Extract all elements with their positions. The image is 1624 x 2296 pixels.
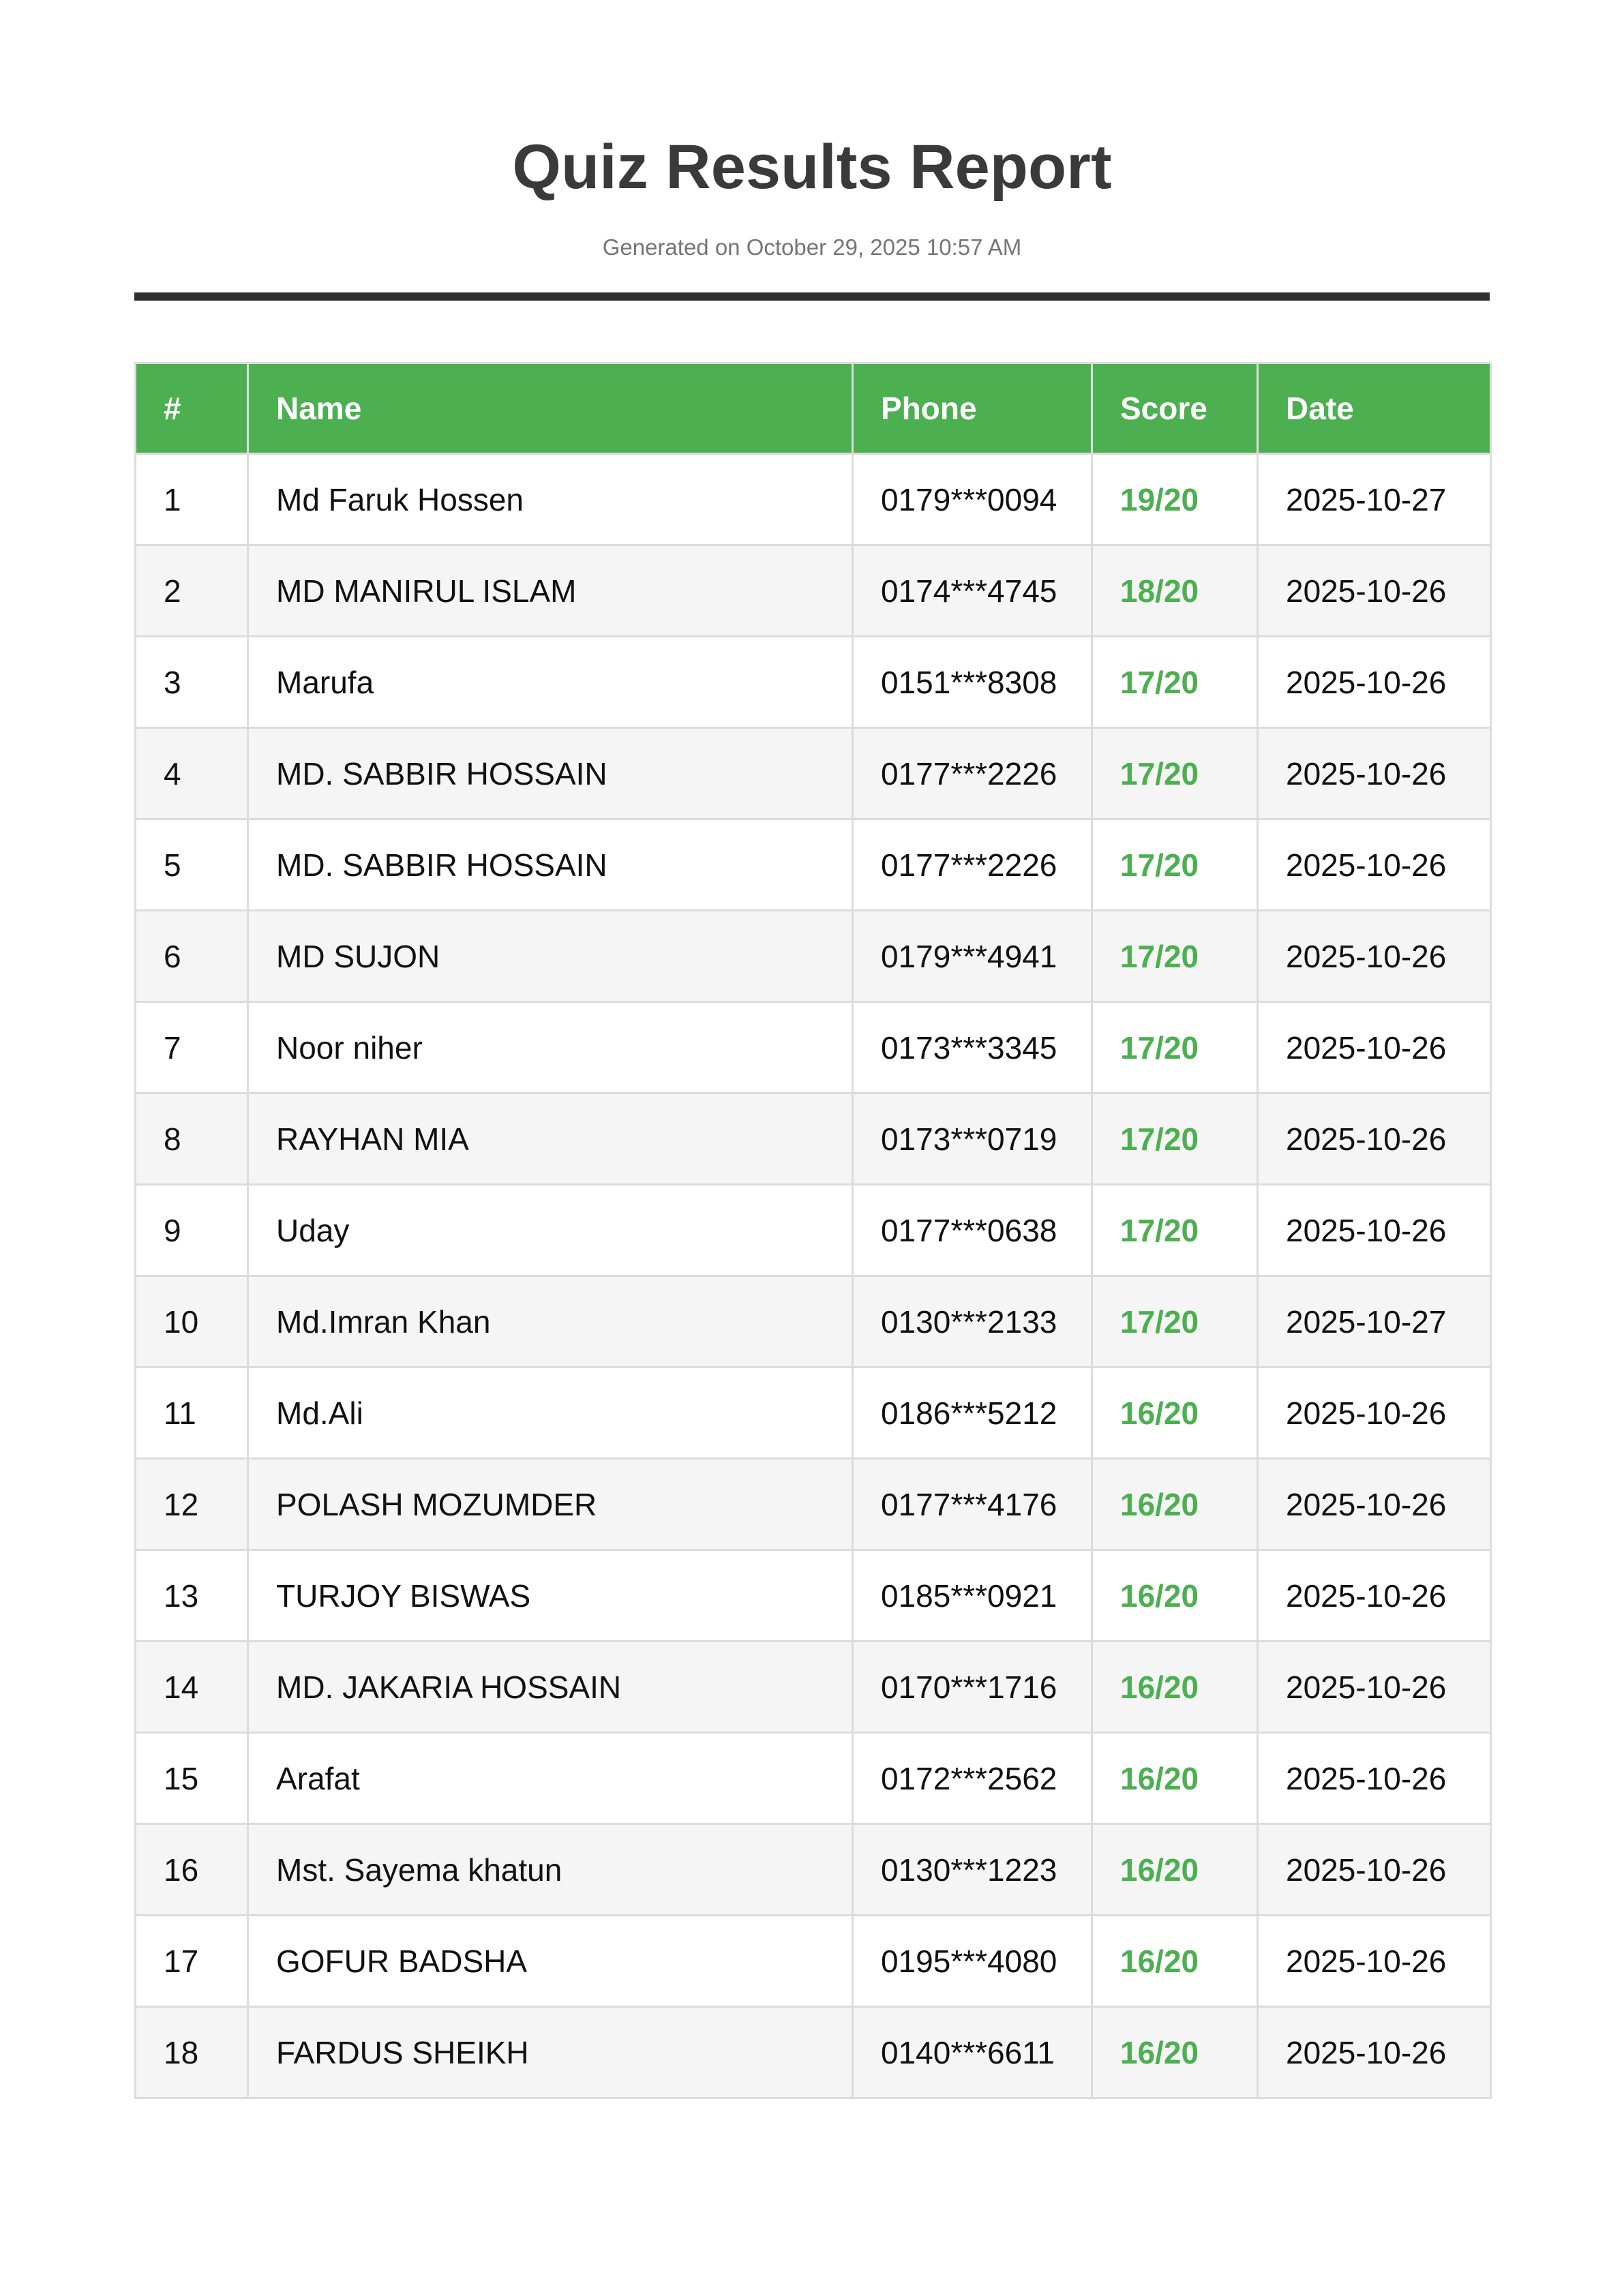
report-page	[134, 133, 1490, 2099]
cell-phone: 0195***4080	[853, 1916, 1092, 2007]
cell-num: 11	[136, 1368, 248, 1459]
cell-name: Uday	[248, 1185, 853, 1276]
cell-score: 17/20	[1092, 1093, 1258, 1185]
table-row	[136, 1642, 1491, 1733]
title-divider	[134, 292, 1490, 301]
cell-name: Arafat	[248, 1733, 853, 1824]
table-row	[136, 1459, 1491, 1550]
cell-date: 2025-10-26	[1258, 1824, 1491, 1916]
table-row	[136, 1824, 1491, 1916]
table-row	[136, 1185, 1491, 1276]
cell-num: 8	[136, 1093, 248, 1185]
table-row	[136, 1916, 1491, 2007]
cell-score: 17/20	[1092, 911, 1258, 1002]
table-row	[136, 454, 1491, 545]
cell-phone: 0130***2133	[853, 1276, 1092, 1368]
cell-num: 16	[136, 1824, 248, 1916]
col-header-score: Score	[1092, 363, 1258, 454]
cell-phone: 0140***6611	[853, 2007, 1092, 2098]
cell-phone: 0177***0638	[853, 1185, 1092, 1276]
cell-name: MD. JAKARIA HOSSAIN	[248, 1642, 853, 1733]
cell-name: GOFUR BADSHA	[248, 1916, 853, 2007]
table-row	[136, 1368, 1491, 1459]
cell-phone: 0151***8308	[853, 637, 1092, 728]
cell-score: 16/20	[1092, 1733, 1258, 1824]
cell-num: 15	[136, 1733, 248, 1824]
cell-phone: 0173***3345	[853, 1002, 1092, 1093]
cell-score: 16/20	[1092, 1916, 1258, 2007]
cell-date: 2025-10-27	[1258, 1276, 1491, 1368]
cell-name: Md.Imran Khan	[248, 1276, 853, 1368]
cell-phone: 0177***4176	[853, 1459, 1092, 1550]
table-row	[136, 819, 1491, 911]
cell-name: MD. SABBIR HOSSAIN	[248, 728, 853, 819]
cell-num: 9	[136, 1185, 248, 1276]
cell-num: 14	[136, 1642, 248, 1733]
cell-date: 2025-10-26	[1258, 1459, 1491, 1550]
cell-score: 17/20	[1092, 1185, 1258, 1276]
cell-date: 2025-10-26	[1258, 819, 1491, 911]
cell-phone: 0170***1716	[853, 1642, 1092, 1733]
cell-name: Mst. Sayema khatun	[248, 1824, 853, 1916]
cell-date: 2025-10-26	[1258, 545, 1491, 637]
cell-phone: 0177***2226	[853, 728, 1092, 819]
cell-phone: 0186***5212	[853, 1368, 1092, 1459]
cell-name: FARDUS SHEIKH	[248, 2007, 853, 2098]
cell-name: TURJOY BISWAS	[248, 1550, 853, 1642]
table-row	[136, 545, 1491, 637]
table-row	[136, 2007, 1491, 2098]
cell-phone: 0177***2226	[853, 819, 1092, 911]
cell-phone: 0130***1223	[853, 1824, 1092, 1916]
table-row	[136, 1093, 1491, 1185]
cell-phone: 0179***0094	[853, 454, 1092, 545]
cell-num: 1	[136, 454, 248, 545]
cell-name: Md Faruk Hossen	[248, 454, 853, 545]
cell-date: 2025-10-26	[1258, 728, 1491, 819]
cell-phone: 0179***4941	[853, 911, 1092, 1002]
page-title: Quiz Results Report	[512, 132, 1112, 202]
cell-score: 19/20	[1092, 454, 1258, 545]
cell-score: 16/20	[1092, 2007, 1258, 2098]
cell-num: 12	[136, 1459, 248, 1550]
cell-score: 16/20	[1092, 1368, 1258, 1459]
cell-date: 2025-10-27	[1258, 454, 1491, 545]
cell-phone: 0173***0719	[853, 1093, 1092, 1185]
cell-score: 16/20	[1092, 1459, 1258, 1550]
cell-score: 16/20	[1092, 1824, 1258, 1916]
cell-phone: 0185***0921	[853, 1550, 1092, 1642]
cell-date: 2025-10-26	[1258, 1002, 1491, 1093]
cell-num: 7	[136, 1002, 248, 1093]
results-table	[134, 362, 1492, 2099]
table-row	[136, 728, 1491, 819]
cell-num: 6	[136, 911, 248, 1002]
cell-name: Marufa	[248, 637, 853, 728]
cell-num: 18	[136, 2007, 248, 2098]
cell-name: Md.Ali	[248, 1368, 853, 1459]
cell-date: 2025-10-26	[1258, 1916, 1491, 2007]
col-header-phone: Phone	[853, 363, 1092, 454]
cell-name: MD MANIRUL ISLAM	[248, 545, 853, 637]
table-row	[136, 1002, 1491, 1093]
cell-name: Noor niher	[248, 1002, 853, 1093]
cell-num: 13	[136, 1550, 248, 1642]
cell-num: 17	[136, 1916, 248, 2007]
cell-name: MD SUJON	[248, 911, 853, 1002]
results-table-body	[136, 454, 1491, 2098]
cell-date: 2025-10-26	[1258, 1733, 1491, 1824]
cell-name: MD. SABBIR HOSSAIN	[248, 819, 853, 911]
cell-date: 2025-10-26	[1258, 911, 1491, 1002]
cell-date: 2025-10-26	[1258, 1642, 1491, 1733]
col-header-date: Date	[1258, 363, 1491, 454]
table-row	[136, 637, 1491, 728]
cell-date: 2025-10-26	[1258, 637, 1491, 728]
cell-num: 2	[136, 545, 248, 637]
cell-score: 16/20	[1092, 1550, 1258, 1642]
cell-num: 4	[136, 728, 248, 819]
page-subtitle: Generated on October 29, 2025 10:57 AM	[602, 235, 1022, 260]
cell-phone: 0174***4745	[853, 545, 1092, 637]
cell-score: 17/20	[1092, 1276, 1258, 1368]
cell-num: 5	[136, 819, 248, 911]
cell-name: POLASH MOZUMDER	[248, 1459, 853, 1550]
cell-num: 3	[136, 637, 248, 728]
cell-name: RAYHAN MIA	[248, 1093, 853, 1185]
cell-date: 2025-10-26	[1258, 1368, 1491, 1459]
cell-num: 10	[136, 1276, 248, 1368]
table-row	[136, 1550, 1491, 1642]
cell-score: 16/20	[1092, 1642, 1258, 1733]
col-header-name: Name	[248, 363, 853, 454]
cell-phone: 0172***2562	[853, 1733, 1092, 1824]
col-header-num: #	[136, 363, 248, 454]
table-row	[136, 911, 1491, 1002]
cell-score: 17/20	[1092, 728, 1258, 819]
cell-date: 2025-10-26	[1258, 1185, 1491, 1276]
cell-score: 17/20	[1092, 819, 1258, 911]
cell-date: 2025-10-26	[1258, 2007, 1491, 2098]
cell-score: 17/20	[1092, 1002, 1258, 1093]
cell-date: 2025-10-26	[1258, 1093, 1491, 1185]
cell-score: 18/20	[1092, 545, 1258, 637]
table-row	[136, 1733, 1491, 1824]
cell-date: 2025-10-26	[1258, 1550, 1491, 1642]
table-row	[136, 1276, 1491, 1368]
table-header-row	[136, 363, 1491, 454]
cell-score: 17/20	[1092, 637, 1258, 728]
